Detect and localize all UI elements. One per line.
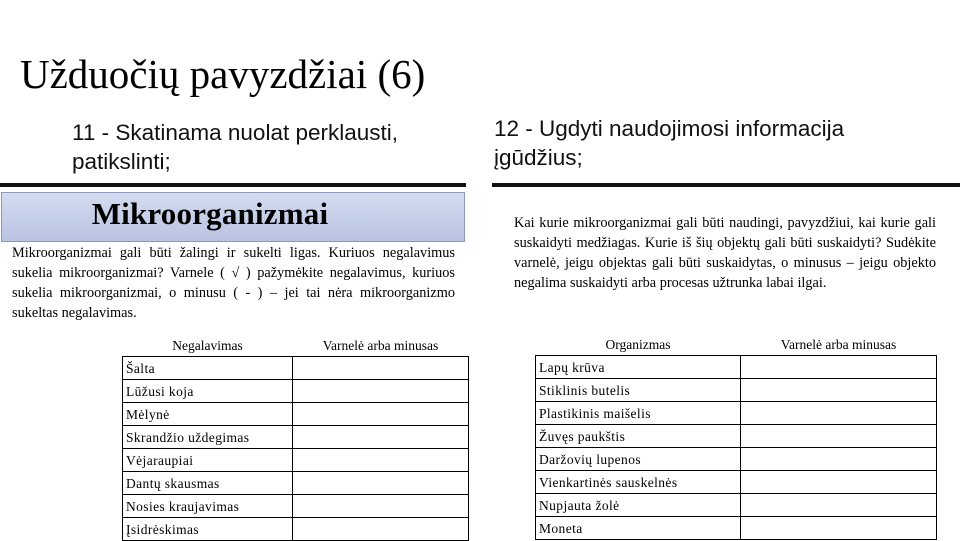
table-row [536,494,937,517]
table-row [536,471,937,494]
table-row [123,518,469,541]
table-row [123,495,469,518]
table-row [536,379,937,402]
table-header-row [536,333,937,356]
mark-cell[interactable] [293,472,469,495]
object-cell: Lapų krūva [536,356,741,379]
table-row [123,357,469,380]
mark-cell[interactable] [741,402,937,425]
right-divider [492,183,960,187]
object-cell: Vienkartinės sauskelnės [536,471,741,494]
mark-cell[interactable] [741,517,937,540]
objects-table [535,333,937,540]
column-header-mark: Varnelė arba minusas [293,334,469,357]
mark-cell[interactable] [293,426,469,449]
ailment-cell: Mėlynė [123,403,293,426]
table-row [536,356,937,379]
table-row [123,472,469,495]
mark-cell[interactable] [741,356,937,379]
right-task-subtitle: 12 - Ugdyti naudojimosi informacija įgūdžius; [494,116,845,170]
right-task-paragraph: Kai kurie mikroorganizmai gali būti naudingi, pavyzdžiui, kai kurie gali suskaidyti medžiagas. Kurie iš šių objektų gali būti suskaidyti? Sudėkite varnelė, jeigu objektas gali būti suskaidytas, o minusus – jeigu objekto negalima suskaidyti arba procesas užtrunka labai ilgai. [514,215,936,291]
mark-cell[interactable] [741,425,937,448]
ailment-cell: Vėjaraupiai [123,449,293,472]
column-header-ailment: Negalavimas [123,334,293,357]
table-row [536,517,937,540]
mark-cell[interactable] [293,357,469,380]
banner-title: Mikroorganizmai [91,196,329,231]
mark-cell[interactable] [741,471,937,494]
ailment-cell: Skrandžio uždegimas [123,426,293,449]
mark-cell[interactable] [293,380,469,403]
mark-cell[interactable] [293,403,469,426]
column-header-mark: Varnelė arba minusas [780,336,897,352]
ailment-cell: Dantų skausmas [123,472,293,495]
table-row [536,448,937,471]
ailment-cell: Šalta [123,357,293,380]
ailment-cell: Lūžusi koja [123,380,293,403]
mark-cell[interactable] [741,494,937,517]
ailment-cell: Įsidrėskimas [123,518,293,541]
table-row [123,426,469,449]
mark-cell[interactable] [293,518,469,541]
table-row [536,425,937,448]
mikroorganizmai-banner [1,192,465,242]
slide-title: Užduočių pavyzdžiai (6) [20,51,426,97]
table-row [536,402,937,425]
table-row [123,380,469,403]
mark-cell[interactable] [741,448,937,471]
left-task-paragraph: Mikroorganizmai gali būti žalingi ir sukelti ligas. Kuriuos negalavimus sukelia mikroorganizmai? Varnele ( √ ) pažymėkite negalavimus, kuriuos sukelia mikroorganizmai, o minusu ( - ) – jei tai nėra mikroorganizmo sukeltas negalavimas. [12,245,455,321]
object-cell: Moneta [536,517,741,540]
column-header-object: Organizmas [605,336,671,352]
object-cell: Stiklinis butelis [536,379,741,402]
left-task-subtitle: 11 - Skatinama nuolat perklausti, patikslinti; [72,120,399,174]
table-row [123,449,469,472]
mark-cell[interactable] [293,449,469,472]
object-cell: Daržovių lupenos [536,448,741,471]
ailment-cell: Nosies kraujavimas [123,495,293,518]
left-divider [0,183,466,187]
object-cell: Žuvęs paukštis [536,425,741,448]
mark-cell[interactable] [293,495,469,518]
object-cell: Nupjauta žolė [536,494,741,517]
table-row [123,403,469,426]
ailments-table [122,334,469,541]
table-header-row [123,334,469,357]
mark-cell[interactable] [741,379,937,402]
object-cell: Plastikinis maišelis [536,402,741,425]
